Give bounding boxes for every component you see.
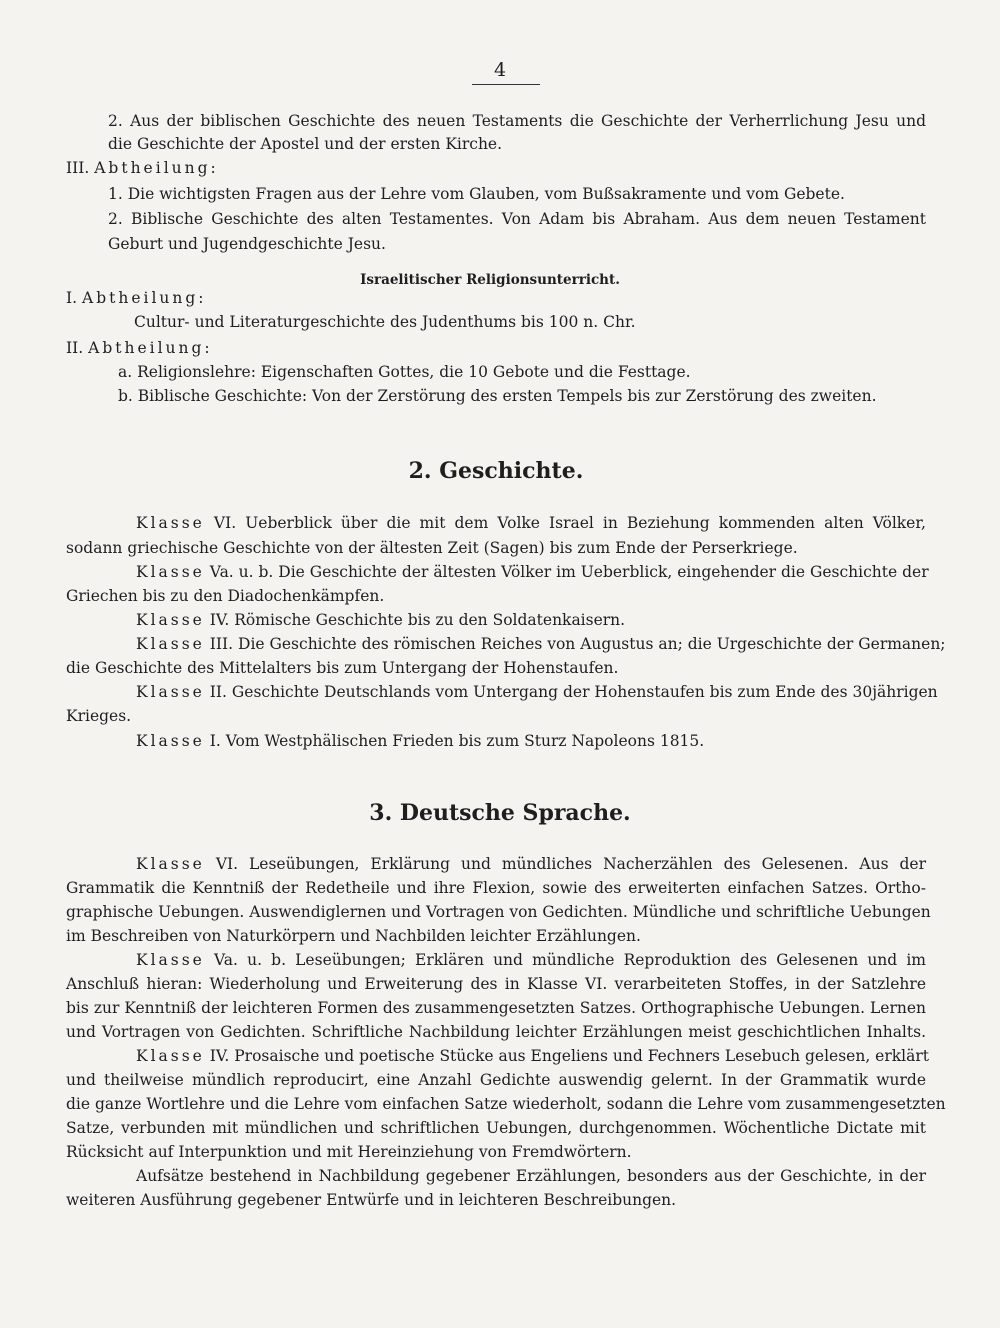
deutsch-line-15: weiteren Ausführung gegebener Entwürfe und in leichteren Beschreibungen.	[66, 1191, 677, 1209]
intro-line-4: 1. Die wichtigsten Fragen aus der Lehre vom Glauben, vom Bußsakramente und vom Gebete.	[108, 185, 845, 203]
deutsch-line-3: graphische Uebungen. Auswendiglernen und Vortragen von Gedichten. Mündliche und schriftliche Uebungen	[66, 903, 931, 921]
deutsch-line-14: Aufsätze bestehend in Nachbildung gegebener Erzählungen, besonders aus der Geschichte, in der	[136, 1167, 926, 1185]
israel-abteilung-i-text: Cultur- und Literaturgeschichte des Judenthums bis 100 n. Chr.	[134, 313, 636, 331]
section-heading-deutsche-sprache: 3. Deutsche Sprache.	[369, 800, 631, 826]
deutsch-line-13: Rücksicht auf Interpunktion und mit Hereinziehung von Fremdwörtern.	[66, 1143, 632, 1161]
deutsch-line-6: Anschluß hieran: Wiederholung und Erweiterung des in Klasse VI. verarbeiteten Stoffes, in der Satzlehre	[66, 975, 926, 993]
klasse-label: Klasse	[136, 683, 205, 701]
geschichte-line-3	[136, 561, 929, 583]
israel-item-a: a. Religionslehre: Eigenschaften Gottes, die 10 Gebote und die Festtage.	[118, 363, 691, 381]
geschichte-line-2: sodann griechische Geschichte von der ältesten Zeit (Sagen) bis zum Ende der Perserkriege.	[66, 539, 798, 557]
israel-abteilung-ii-label: Abtheilung:	[88, 339, 213, 357]
klasse-label: Klasse	[136, 635, 205, 653]
abteilung-iii-label: Abtheilung:	[94, 159, 219, 177]
page-number-rule	[472, 84, 540, 85]
klasse-label: Klasse	[136, 611, 205, 629]
israel-subheading: Israelitischer Religionsunterricht.	[360, 272, 620, 288]
geschichte-line-1	[136, 512, 926, 534]
abteilung-iii-number: III.	[66, 159, 90, 177]
intro-line-1: 2. Aus der biblischen Geschichte des neuen Testaments die Geschichte der Verherrlichung Jesu und	[108, 112, 926, 130]
geschichte-line-3-text: Va. u. b. Die Geschichte der ältesten Völker im Ueberblick, eingehender die Geschichte der	[209, 563, 929, 581]
page-number: 4	[493, 59, 507, 81]
geschichte-line-8-text: II. Geschichte Deutschlands vom Untergang der Hohenstaufen bis zum Ende des 30jährigen	[209, 683, 938, 701]
israel-item-b: b. Biblische Geschichte: Von der Zerstörung des ersten Tempels bis zur Zerstörung des zweiten.	[118, 387, 877, 405]
deutsch-line-9	[136, 1045, 929, 1067]
klasse-label: Klasse	[136, 855, 205, 873]
geschichte-line-4: Griechen bis zu den Diadochenkämpfen.	[66, 587, 385, 605]
intro-line-5: 2. Biblische Geschichte des alten Testamentes. Von Adam bis Abraham. Aus dem neuen Testament	[108, 210, 926, 228]
geschichte-line-1-text: VI. Ueberblick über die mit dem Volke Israel in Beziehung kommenden alten Völker,	[213, 514, 926, 532]
geschichte-line-6-text: III. Die Geschichte des römischen Reiches von Augustus an; die Urgeschichte der Germanen;	[209, 635, 946, 653]
section-heading-geschichte: 2. Geschichte.	[408, 458, 584, 484]
deutsch-line-12: Satze, verbunden mit mündlichen und schriftlichen Uebungen, durchgenommen. Wöchentliche Dictate mit	[66, 1119, 926, 1137]
deutsch-line-11: die ganze Wortlehre und die Lehre vom einfachen Satze wiederholt, sodann die Lehre vom zusammengesetzten	[66, 1095, 946, 1113]
geschichte-line-5	[136, 609, 625, 631]
deutsch-line-8: und Vortragen von Gedichten. Schriftliche Nachbildung leichter Erzählungen meist geschichtlichen Inhalts.	[66, 1023, 926, 1041]
israel-abteilung-i-heading	[66, 287, 207, 309]
israel-abteilung-ii-heading	[66, 337, 213, 359]
klasse-label: Klasse	[136, 951, 205, 969]
geschichte-line-10	[136, 730, 704, 752]
deutsch-line-1-text: VI. Leseübungen, Erklärung und mündliches Nacherzählen des Gelesenen. Aus der	[215, 855, 926, 873]
klasse-label: Klasse	[136, 732, 205, 750]
deutsch-line-4: im Beschreiben von Naturkörpern und Nachbilden leichter Erzählungen.	[66, 927, 641, 945]
israel-abteilung-i-label: Abtheilung:	[82, 289, 207, 307]
geschichte-line-5-text: IV. Römische Geschichte bis zu den Soldatenkaisern.	[209, 611, 626, 629]
geschichte-line-7: die Geschichte des Mittelalters bis zum Untergang der Hohenstaufen.	[66, 659, 619, 677]
intro-line-6: Geburt und Jugendgeschichte Jesu.	[108, 235, 386, 253]
deutsch-line-1	[136, 853, 926, 875]
deutsch-line-10: und theilweise mündlich reproducirt, eine Anzahl Gedichte auswendig gelernt. In der Grammatik wurde	[66, 1071, 926, 1089]
deutsch-line-5	[136, 949, 926, 971]
geschichte-line-9: Krieges.	[66, 707, 132, 725]
deutsch-line-7: bis zur Kenntniß der leichteren Formen des zusammengesetzten Satzes. Orthographische Uebungen. Lernen	[66, 999, 926, 1017]
israel-abteilung-ii-number: II.	[66, 339, 84, 357]
deutsch-line-5-text: Va. u. b. Leseübungen; Erklären und mündliche Reproduktion des Gelesenen und im	[214, 951, 927, 969]
deutsch-line-9-text: IV. Prosaische und poetische Stücke aus Engeliens und Fechners Lesebuch gelesen, erklärt	[209, 1047, 929, 1065]
geschichte-line-6	[136, 633, 946, 655]
klasse-label: Klasse	[136, 1047, 205, 1065]
israel-abteilung-i-number: I.	[66, 289, 78, 307]
klasse-label: Klasse	[136, 514, 205, 532]
geschichte-line-10-text: I. Vom Westphälischen Frieden bis zum Sturz Napoleons 1815.	[209, 732, 705, 750]
klasse-label: Klasse	[136, 563, 205, 581]
deutsch-line-2: Grammatik die Kenntniß der Redetheile und ihre Flexion, sowie des erweiterten einfachen Satzes. Ortho-	[66, 879, 926, 897]
abteilung-iii-heading	[66, 157, 219, 179]
geschichte-line-8	[136, 681, 938, 703]
intro-line-2: die Geschichte der Apostel und der ersten Kirche.	[108, 135, 503, 153]
